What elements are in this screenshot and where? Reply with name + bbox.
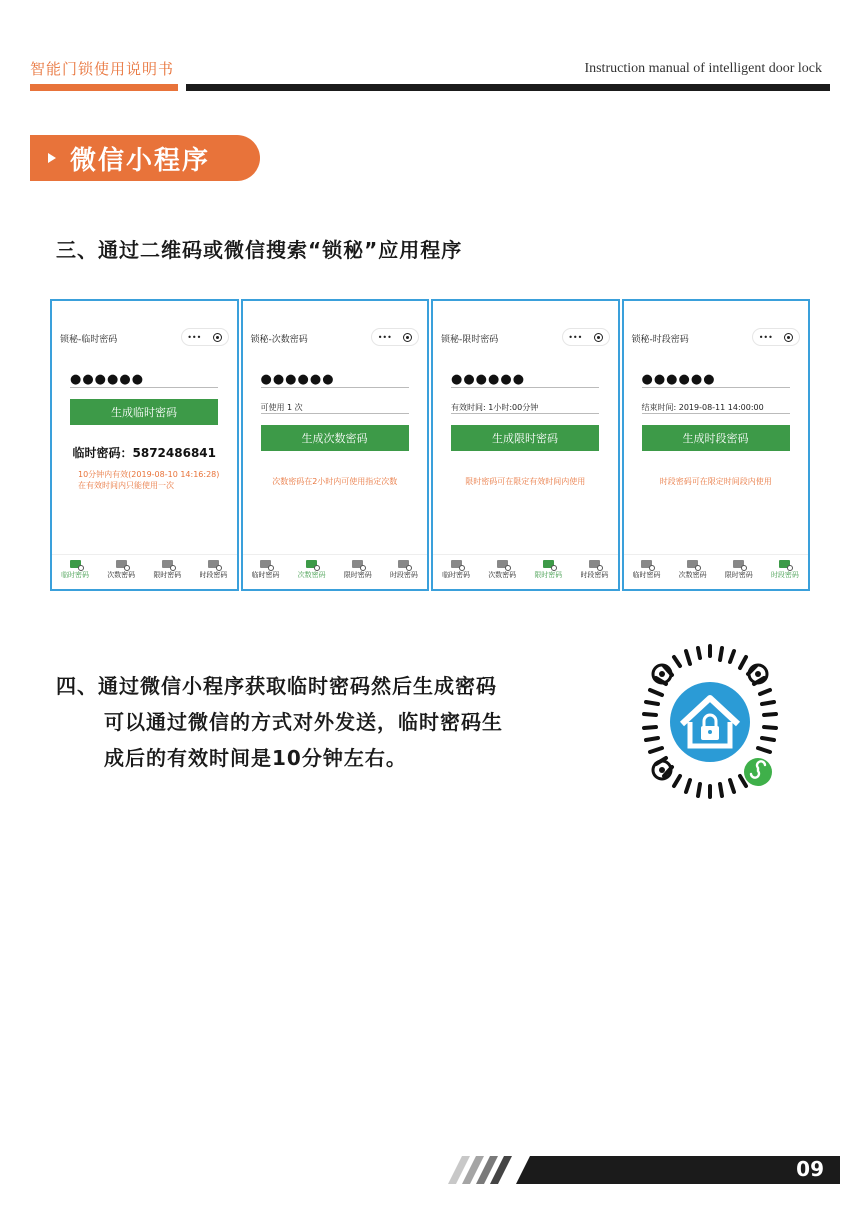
key-icon xyxy=(352,560,363,568)
key-icon xyxy=(589,560,600,568)
tab-count-password[interactable]: 次数密码 xyxy=(673,555,713,589)
header-rule-bar xyxy=(186,84,830,91)
count-password-note: 次数密码在2小时内可使用指定次数 xyxy=(272,477,398,486)
header-accent-bar xyxy=(30,84,178,91)
tab-limited-password[interactable]: 限时密码 xyxy=(147,555,187,589)
step-four-text xyxy=(56,668,596,776)
validity-note-line2: 在有效时间内只能使用一次 xyxy=(78,481,174,490)
phone-title: 锁秘-时段密码 xyxy=(631,335,689,345)
input-underline xyxy=(70,387,218,388)
tab-bar xyxy=(624,554,809,589)
input-underline xyxy=(642,387,790,388)
tab-temporary-password[interactable]: 临时密码 xyxy=(436,555,476,589)
tab-temporary-password[interactable]: 临时密码 xyxy=(246,555,286,589)
phone-temporary-password xyxy=(50,299,239,591)
tab-period-password[interactable]: 时段密码 xyxy=(384,555,424,589)
phone-limited-password xyxy=(431,299,620,591)
key-icon xyxy=(70,560,81,568)
tab-limited-password[interactable]: 限时密码 xyxy=(528,555,568,589)
mini-program-icon xyxy=(744,758,772,786)
manual-title-en: Instruction manual of intelligent door lock xyxy=(584,61,822,76)
password-input[interactable]: ●●●●●● xyxy=(641,372,716,387)
tab-temporary-password[interactable]: 临时密码 xyxy=(55,555,95,589)
input-underline xyxy=(451,387,599,388)
phone-title: 锁秘-限时密码 xyxy=(441,335,499,345)
section-tab xyxy=(30,135,260,181)
generate-temporary-password-button[interactable]: 生成临时密码 xyxy=(70,399,218,425)
validity-note-line1: 10分钟内有效(2019-08-10 14:16:28) xyxy=(78,470,220,479)
step-four-line1: 四、通过微信小程序获取临时密码然后生成密码 xyxy=(56,674,497,698)
key-icon xyxy=(306,560,317,568)
password-input[interactable]: ●●●●●● xyxy=(70,372,145,387)
phone-title: 锁秘-次数密码 xyxy=(250,335,308,345)
more-dots-icon[interactable]: ••• xyxy=(377,332,392,342)
tab-count-password[interactable]: 次数密码 xyxy=(482,555,522,589)
generated-password-result: 临时密码：5872486841 xyxy=(72,446,216,460)
step-four-line2: 可以通过微信的方式对外发送，临时密码生 xyxy=(104,710,503,734)
page-number: 09 xyxy=(796,1157,824,1181)
close-target-icon[interactable] xyxy=(784,333,793,342)
key-icon xyxy=(451,560,462,568)
phone-title: 锁秘-临时密码 xyxy=(60,335,118,345)
key-icon xyxy=(543,560,554,568)
input-underline xyxy=(642,413,790,414)
house-lock-icon xyxy=(670,682,750,762)
close-target-icon[interactable] xyxy=(213,333,222,342)
phone-period-password xyxy=(622,299,811,591)
key-icon xyxy=(260,560,271,568)
count-field[interactable]: 可使用 1 次 xyxy=(260,403,303,412)
input-underline xyxy=(451,413,599,414)
password-input[interactable]: ●●●●●● xyxy=(451,372,526,387)
tab-limited-password[interactable]: 限时密码 xyxy=(338,555,378,589)
key-icon xyxy=(162,560,173,568)
tab-temporary-password[interactable]: 临时密码 xyxy=(627,555,667,589)
mini-program-capsule[interactable] xyxy=(752,328,800,346)
tab-bar xyxy=(243,554,428,589)
password-input[interactable]: ●●●●●● xyxy=(260,372,335,387)
generate-period-password-button[interactable]: 生成时段密码 xyxy=(642,425,790,451)
tab-limited-password[interactable]: 限时密码 xyxy=(719,555,759,589)
close-target-icon[interactable] xyxy=(403,333,412,342)
key-icon xyxy=(497,560,508,568)
mini-program-capsule[interactable] xyxy=(371,328,419,346)
tab-count-password[interactable]: 次数密码 xyxy=(101,555,141,589)
footer-bar xyxy=(516,1156,840,1184)
key-icon xyxy=(779,560,790,568)
input-underline xyxy=(261,387,409,388)
input-underline xyxy=(261,413,409,414)
step-three-heading: 三、通过二维码或微信搜索“锁秘”应用程序 xyxy=(56,238,463,262)
key-icon xyxy=(208,560,219,568)
more-dots-icon[interactable]: ••• xyxy=(187,332,202,342)
tab-period-password[interactable]: 时段密码 xyxy=(765,555,805,589)
valid-time-field[interactable]: 有效时间: 1小时:00分钟 xyxy=(451,403,539,412)
section-tab-label: 微信小程序 xyxy=(70,145,211,176)
limited-password-note: 限时密码可在限定有效时间内使用 xyxy=(465,477,586,486)
mini-program-capsule[interactable] xyxy=(562,328,610,346)
tab-bar xyxy=(433,554,618,589)
key-icon xyxy=(641,560,652,568)
key-icon xyxy=(116,560,127,568)
play-triangle-icon xyxy=(48,153,56,163)
key-icon xyxy=(687,560,698,568)
footer-stripes xyxy=(448,1156,528,1184)
key-icon xyxy=(398,560,409,568)
tab-period-password[interactable]: 时段密码 xyxy=(574,555,614,589)
more-dots-icon[interactable]: ••• xyxy=(568,332,583,342)
tab-bar xyxy=(52,554,237,589)
manual-title-cn: 智能门锁使用说明书 xyxy=(30,60,175,78)
tab-count-password[interactable]: 次数密码 xyxy=(292,555,332,589)
phone-count-password xyxy=(241,299,430,591)
mini-program-capsule[interactable] xyxy=(181,328,229,346)
step-four-line3: 成后的有效时间是10分钟左右。 xyxy=(104,746,407,770)
period-password-note: 时段密码可在限定时间段内使用 xyxy=(659,477,772,486)
more-dots-icon[interactable]: ••• xyxy=(758,332,773,342)
generate-count-password-button[interactable]: 生成次数密码 xyxy=(261,425,409,451)
mini-program-qr-code xyxy=(630,642,790,802)
phone-screenshots xyxy=(50,299,810,591)
validity-note xyxy=(78,469,219,491)
tab-period-password[interactable]: 时段密码 xyxy=(193,555,233,589)
end-time-field[interactable]: 结束时间: 2019-08-11 14:00:00 xyxy=(641,403,764,412)
generate-limited-password-button[interactable]: 生成限时密码 xyxy=(451,425,599,451)
close-target-icon[interactable] xyxy=(594,333,603,342)
key-icon xyxy=(733,560,744,568)
